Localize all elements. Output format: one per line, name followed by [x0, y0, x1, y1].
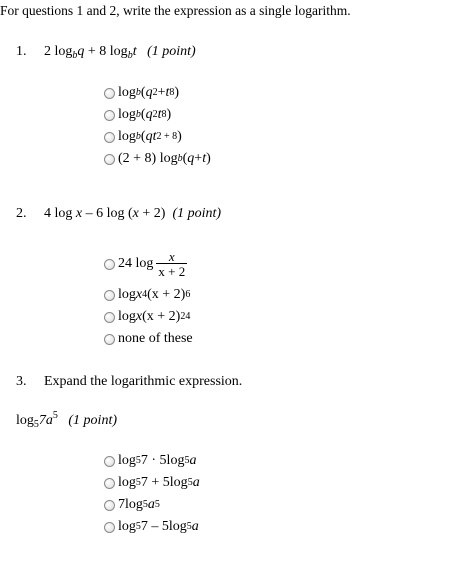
option-text: none of these	[118, 331, 193, 346]
option-text: )	[174, 85, 180, 100]
option-text: log	[118, 287, 136, 302]
answer-option[interactable]	[104, 148, 211, 170]
option-text: (	[140, 107, 146, 122]
variable: q	[77, 44, 85, 59]
expr-part: + 2)	[138, 206, 166, 221]
answer-option[interactable]	[104, 328, 193, 350]
answer-option[interactable]: 7log 5 a 5	[104, 494, 200, 516]
option-text: 7 + 5log	[140, 475, 188, 490]
option-text: log	[118, 107, 136, 122]
expr-part: + 8 log	[84, 44, 128, 59]
question-3-expression	[16, 410, 117, 430]
variable: a	[191, 519, 199, 534]
answer-option[interactable]: log 5 7 + 5log 5 a	[104, 472, 200, 494]
option-text: )	[206, 151, 211, 166]
option-text: 24 log	[118, 256, 154, 271]
question-number: 1.	[16, 44, 27, 59]
answer-option[interactable]: log 5 7 – 5log 5 a	[104, 516, 200, 538]
expr-part: 4 log	[44, 206, 76, 221]
option-text: log	[118, 475, 136, 490]
option-text: )	[166, 107, 172, 122]
variable: a	[189, 453, 197, 468]
question-prompt: Expand the logarithmic expression.	[44, 374, 243, 389]
points-label: (1 point)	[172, 206, 222, 221]
option-text: log	[118, 309, 136, 324]
question-1-stem	[16, 44, 196, 60]
variable: x	[135, 287, 143, 302]
option-text: (	[182, 151, 188, 166]
answer-option[interactable]: log b ( q 2 + t 8 )	[104, 82, 211, 104]
option-text: (x + 2)	[147, 287, 186, 302]
radio-button[interactable]	[104, 259, 115, 270]
variable: a	[192, 475, 200, 490]
answer-option[interactable]: log b ( q 2 t 8 )	[104, 104, 211, 126]
log-base: b	[177, 153, 183, 164]
radio-button[interactable]	[104, 522, 115, 533]
question-number: 3.	[16, 374, 27, 389]
variable: q	[145, 107, 153, 122]
variable: q	[145, 85, 153, 100]
radio-button[interactable]	[104, 312, 115, 323]
variable: t	[202, 151, 207, 166]
variable: x	[75, 206, 83, 221]
radio-button[interactable]	[104, 132, 115, 143]
radio-button[interactable]	[104, 290, 115, 301]
option-text: log	[118, 129, 136, 144]
question-1-options	[104, 82, 211, 170]
variable: t	[165, 85, 170, 100]
expr-part: – 6 log (	[82, 206, 133, 221]
answer-option[interactable]: log x (x + 2) 24	[104, 306, 193, 328]
variable: 7a	[38, 413, 53, 428]
question-3-options	[104, 450, 200, 538]
points-label: (1 point)	[68, 413, 117, 428]
instructions-text: For questions 1 and 2, write the expression as a single logarithm.	[0, 3, 351, 18]
variable: q	[187, 151, 195, 166]
option-text: log	[118, 85, 136, 100]
question-2-stem	[16, 206, 221, 222]
answer-option[interactable]: log 5 7 · 5log 5 a	[104, 450, 200, 472]
radio-button[interactable]	[104, 456, 115, 467]
radio-button[interactable]	[104, 478, 115, 489]
log-base: b	[135, 109, 141, 120]
option-text: 7 – 5log	[140, 519, 187, 534]
fraction-numerator: x	[168, 249, 175, 264]
question-3-stem	[16, 374, 242, 390]
variable: x	[135, 309, 143, 324]
radio-button[interactable]	[104, 334, 115, 345]
expr-part: 2 log	[44, 44, 73, 59]
option-text: (2 + 8) log	[118, 151, 178, 166]
option-text: (	[140, 85, 146, 100]
log-base: b	[127, 50, 133, 61]
question-2-options	[104, 244, 193, 350]
log-base: b	[135, 131, 141, 142]
option-text: )	[177, 129, 182, 144]
option-text: log	[118, 519, 136, 534]
option-text: 7 · 5log	[140, 453, 185, 468]
variable: x	[132, 206, 139, 221]
option-text: 7log	[118, 497, 143, 512]
fraction-denominator: x + 2	[158, 264, 186, 279]
variable: t	[157, 107, 162, 122]
radio-button[interactable]	[104, 500, 115, 511]
option-text: log	[118, 453, 136, 468]
points-label: (1 point)	[147, 44, 196, 59]
radio-button[interactable]	[104, 110, 115, 121]
variable: t	[132, 44, 137, 59]
question-number: 2.	[16, 206, 27, 221]
option-text: +	[157, 85, 166, 100]
log-base: b	[135, 87, 141, 98]
exponent: 5	[52, 410, 58, 421]
expr-part: log	[16, 413, 34, 428]
variable: a	[147, 497, 155, 512]
answer-option[interactable]	[104, 244, 193, 284]
log-base: b	[72, 50, 78, 61]
log-base: 5	[33, 419, 39, 430]
option-text: (	[140, 129, 146, 144]
option-text: (x + 2)	[142, 309, 181, 324]
fraction	[156, 250, 187, 278]
option-text: +	[194, 151, 203, 166]
radio-button[interactable]	[104, 154, 115, 165]
answer-option[interactable]: log b ( qt 2 + 8 )	[104, 126, 211, 148]
variable: qt	[145, 129, 157, 144]
radio-button[interactable]	[104, 88, 115, 99]
answer-option[interactable]: log x 4 (x + 2) 6	[104, 284, 193, 306]
